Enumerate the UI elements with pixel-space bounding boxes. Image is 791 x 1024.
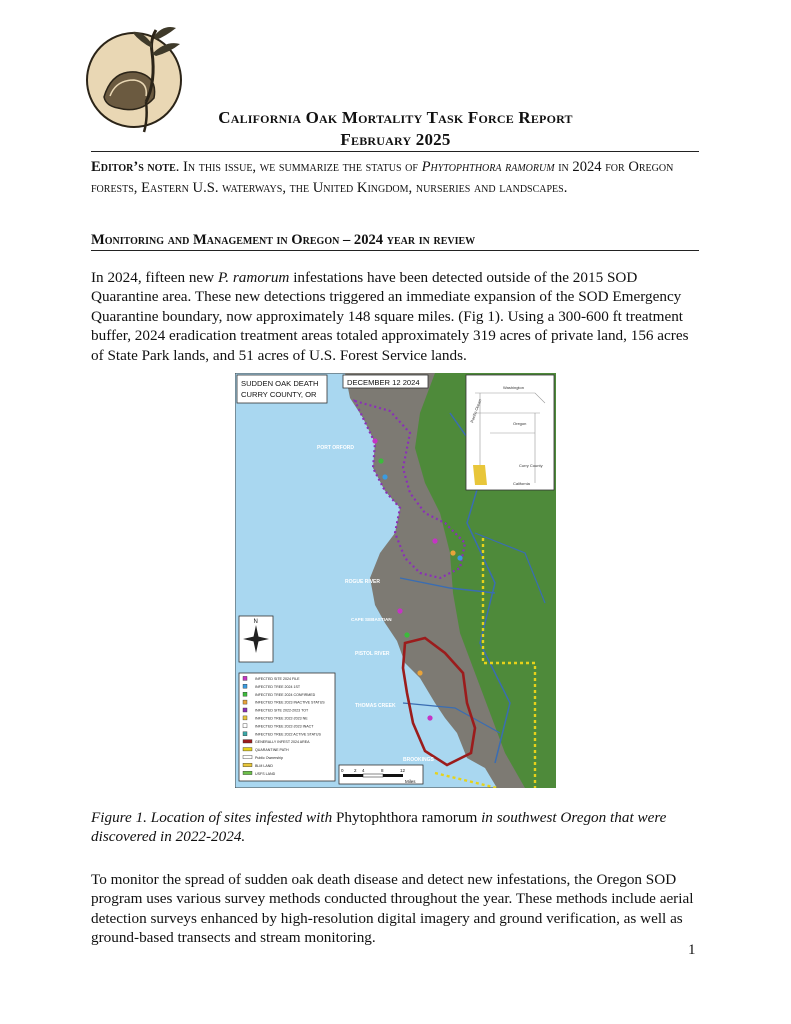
place-rogue-river: ROGUE RIVER [345, 579, 381, 585]
legend-swatch [243, 676, 247, 680]
inset-label-pacific-ocean: Pacific Ocean [469, 398, 483, 424]
legend-label: BLM LAND [255, 763, 273, 768]
legend-swatch [243, 708, 247, 712]
paragraph1-text-after: infestations have been detected outside of the 2015 SOD Quarantine area. These new detections triggered an immediate expansion of the SOD Emergency Quarantine boundary, now approximately 148 square miles. (Fig 1). Using a 300-600 ft treatment buffer, 2024 eradication treatment areas totaled approximately 319 acres of private land, 156 acres of State Park lands, and 51 acres of U.S. Forest Service lands. [91, 269, 689, 364]
scale-unit: Miles [405, 779, 416, 784]
scale-tick-8: 8 [381, 768, 384, 773]
report-title: California Oak Mortality Task Force Report [218, 108, 573, 127]
inset-label-curry-county: Curry County [519, 463, 543, 468]
header-divider [91, 151, 699, 152]
legend-swatch [243, 716, 247, 720]
legend-swatch [243, 692, 247, 696]
legend-label: INFECTED TREE 2022-2023 NE [255, 716, 308, 721]
caption-species: Phytophthora ramorum [335, 809, 478, 826]
paragraph1-species: P. ramorum [217, 269, 290, 286]
legend-swatch [243, 732, 247, 736]
map-date: DECEMBER 12 2024 [347, 378, 420, 387]
legend-label: INFECTED SITE 2024 FILE [255, 677, 300, 681]
scale-tick-0: 0 [341, 768, 344, 773]
editor-note-species: Phytophthora ramorum [421, 159, 555, 175]
legend-label: INFECTED TREE 2024 1ST [255, 684, 301, 689]
scale-tick-12: 12 [400, 768, 406, 773]
report-date: February 2025 [340, 130, 451, 149]
legend-swatch [243, 763, 252, 766]
caption-text-after: in southwest Oregon that were discovered in 2022-2024. [91, 809, 667, 846]
legend-swatch [243, 748, 252, 751]
section-divider [91, 250, 699, 251]
inset-label-washington: Washington [503, 385, 524, 390]
paragraph-monitoring-methods: To monitor the spread of sudden oak death disease and detect new infestations, the Oregon SOD program uses various survey methods conducted throughout the year. These methods include aerial detection surveys enhanced by high-resolution digital imagery and ground verification, as well as ground-based transects and stream monitoring. [91, 871, 694, 947]
legend-label: USFS LAND [255, 771, 276, 776]
scale-tick-2: 2 [354, 768, 357, 773]
legend-label: INFECTED TREE 2024 CONFIRMED [255, 692, 316, 697]
place-brookings: BROOKINGS [403, 757, 434, 763]
legend-swatch [243, 684, 247, 688]
legend-label: QUARANTINE PATH [255, 748, 289, 753]
editor-note-text-after: in 2024 for Oregon forests, Eastern U.S. waterways, the United Kingdom, nurseries and landscapes. [91, 159, 674, 196]
inset-label-california: California [513, 481, 530, 486]
compass-north: N [253, 619, 258, 625]
editor-note [91, 157, 701, 199]
curry-county-map [235, 373, 556, 788]
legend-swatch [243, 700, 247, 704]
legend-swatch [243, 755, 252, 758]
legend-label: INFECTED TREE 2022-2023 INACT [255, 724, 314, 729]
legend-swatch [243, 740, 252, 743]
legend-swatch [243, 724, 247, 728]
legend-label: GENERALLY INFEST 2024 AREA [255, 740, 310, 745]
place-pistol-river: PISTOL RIVER [355, 651, 390, 657]
paragraph1-text-before: In 2024, fifteen new [91, 269, 218, 286]
inset-label-oregon: Oregon [513, 421, 527, 426]
legend-label: Public Ownership [255, 756, 283, 760]
paragraph-oregon-summary [91, 268, 703, 365]
editor-note-text-before: . In this issue, we summarize the status of [175, 159, 422, 175]
figure-caption [91, 808, 701, 847]
caption-text-before: Figure 1. Location of sites infested with [91, 809, 336, 826]
place-port-orford: PORT ORFORD [317, 445, 354, 451]
legend-swatch [243, 771, 252, 774]
scale-tick-4: 4 [362, 768, 365, 773]
map-title-line2: CURRY COUNTY, OR [241, 390, 317, 399]
legend-label: INFECTED TREE 2022 ACTIVE STATUS [255, 732, 321, 737]
section-heading: Monitoring and Management in Oregon – 2024 year in review [91, 232, 476, 248]
legend-label: INFECTED SITE 2022-2023 TOT [255, 708, 309, 713]
map-title-line1: SUDDEN OAK DEATH [241, 379, 319, 388]
legend-label: INFECTED TREE 2023 INACTIVE STATUS [255, 700, 325, 705]
place-cape-sebastian: CAPE SEBASTIAN [351, 617, 392, 622]
page-number: 1 [688, 942, 696, 958]
editor-note-label: Editor’s note [91, 159, 176, 175]
place-thomas-creek: THOMAS CREEK [355, 703, 396, 709]
